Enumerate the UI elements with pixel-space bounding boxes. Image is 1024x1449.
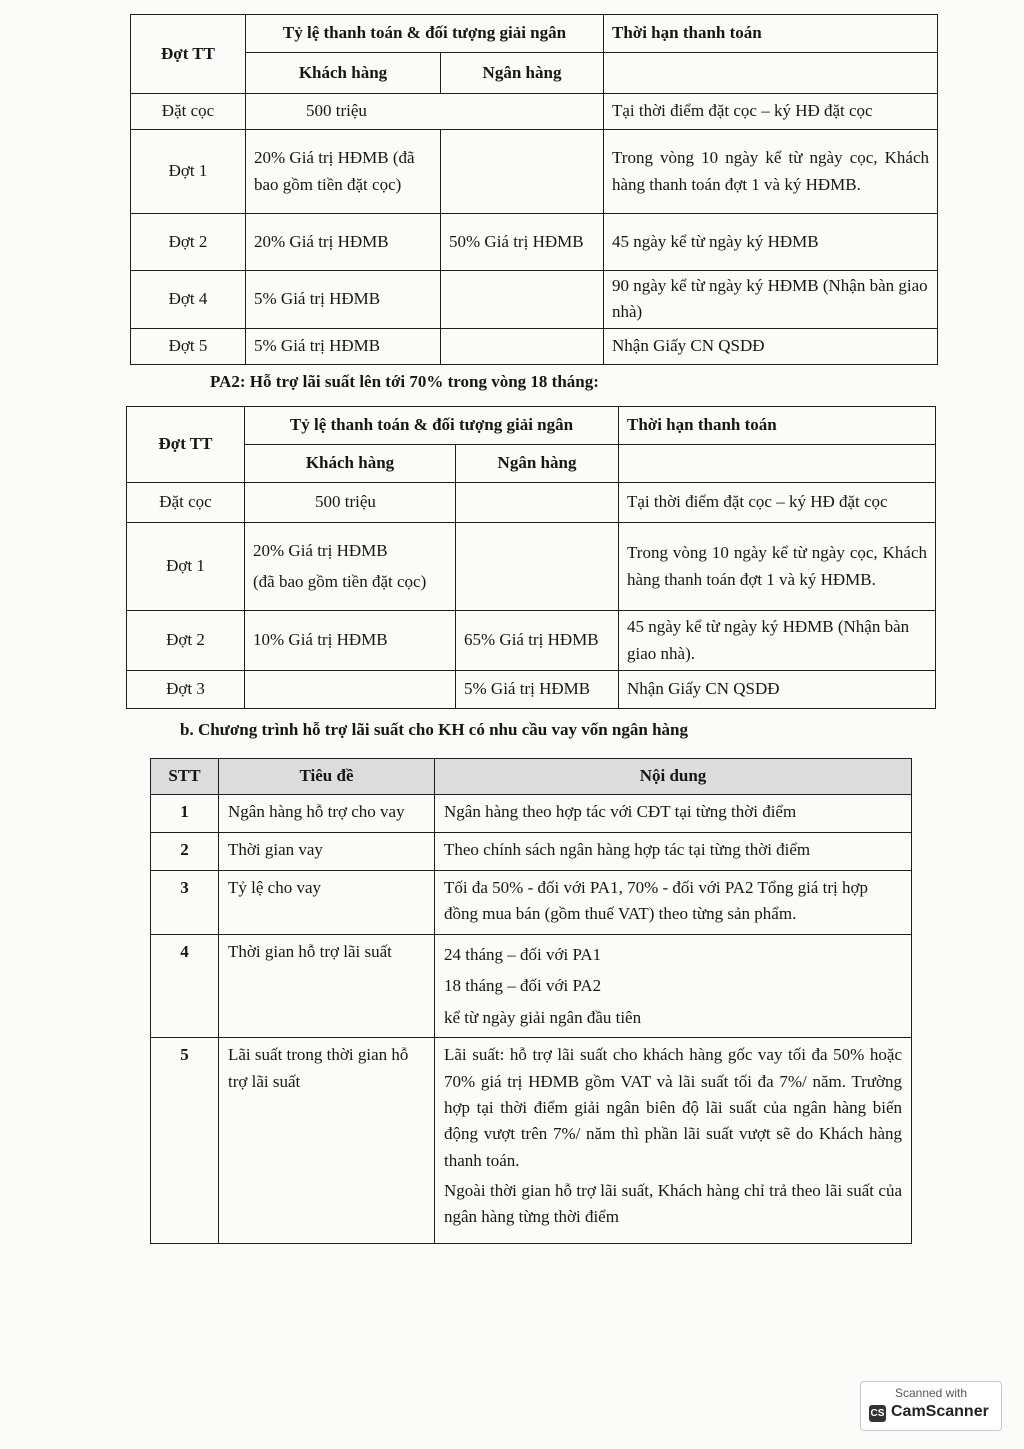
cell-customer [245,523,456,611]
table-row [151,833,912,871]
cell-customer-line2: (đã bao gồm tiền đặt cọc) [253,571,427,591]
table-row [131,214,938,271]
watermark-caption: Scanned with [894,1386,968,1400]
cell-bank: 65% Giá trị HĐMB [456,611,619,671]
cell-customer: 20% Giá trị HĐMB (đã bao gồm tiền đặt cọc) [246,130,441,214]
cell-content [435,935,912,1038]
cell-dot: Đợt 1 [131,130,246,214]
pa2-heading: PA2: Hỗ trợ lãi suất lên tới 70% trong vòng 18 tháng: [210,372,599,391]
payment-schedule-table-pa2 [126,406,936,709]
cell-content [435,1038,912,1244]
cell-customer: 500 triệu [245,483,456,523]
cell-customer: 20% Giá trị HĐMB [246,214,441,271]
cell-dot: Đợt 3 [127,671,245,709]
cell-term: 45 ngày kể từ ngày ký HĐMB (Nhận bàn giao nhà). [619,611,936,671]
cell-title: Tỷ lệ cho vay [219,871,435,935]
header-title: Tiêu đề [219,759,435,795]
cell-customer [245,671,456,709]
cell-bank [441,328,604,364]
header-term-empty [619,445,936,483]
content-paragraph: Lãi suất: hỗ trợ lãi suất cho khách hàng gốc vay tối đa 50% hoặc 70% giá trị HĐMB gồm VAT và lãi suất tối đa 7%/ năm. Trường hợp tại thời điểm giải ngân biên độ lãi suất của ngân hàng biến động vượt trên 7%/ năm thì phần lãi suất vượt sẽ do Khách hàng thanh toán. [444,1045,902,1170]
table-row [131,271,938,329]
cell-customer: 5% Giá trị HĐMB [246,328,441,364]
header-ratio: Tỷ lệ thanh toán & đối tượng giải ngân [245,407,619,445]
cell-term: 45 ngày kể từ ngày ký HĐMB [604,214,938,271]
cell-dot: Đặt cọc [127,483,245,523]
cell-title: Ngân hàng hỗ trợ cho vay [219,795,435,833]
header-bank: Ngân hàng [456,445,619,483]
header-ratio: Tỷ lệ thanh toán & đối tượng giải ngân [246,15,604,53]
cell-dot: Đợt 2 [131,214,246,271]
header-term: Thời hạn thanh toán [619,407,936,445]
table-row [151,935,912,1038]
cell-stt: 4 [151,935,219,1038]
loan-support-table [150,758,912,1244]
table-row [127,523,936,611]
table-row [127,611,936,671]
cell-term: Trong vòng 10 ngày kể từ ngày cọc, Khách hàng thanh toán đợt 1 và ký HĐMB. [604,130,938,214]
cell-stt: 5 [151,1038,219,1244]
cell-customer: 10% Giá trị HĐMB [245,611,456,671]
cell-term: 90 ngày kể từ ngày ký HĐMB (Nhận bàn giao nhà) [604,271,938,329]
header-dot: Đợt TT [131,15,246,94]
table-row [151,871,912,935]
table-row [131,130,938,214]
table-row [127,671,936,709]
cell-dot: Đặt cọc [131,94,246,130]
cell-dot: Đợt 4 [131,271,246,329]
watermark-brand: CamScanner [891,1403,989,1420]
cell-customer-line1: 20% Giá trị HĐMB [253,540,388,560]
cell-bank: 5% Giá trị HĐMB [456,671,619,709]
table-row [151,795,912,833]
cell-stt: 2 [151,833,219,871]
cell-bank [441,271,604,329]
payment-schedule-table-pa1 [130,14,938,365]
cell-stt: 1 [151,795,219,833]
cell-customer: 500 triệu [246,94,604,130]
header-dot: Đợt TT [127,407,245,483]
cell-bank [456,523,619,611]
table-row [131,94,938,130]
cell-bank [456,483,619,523]
cell-content: Tối đa 50% - đối với PA1, 70% - đối với PA2 Tổng giá trị hợp đồng mua bán (gồm thuế VAT) theo từng sản phẩm. [435,871,912,935]
cell-bank [441,130,604,214]
table-row [131,328,938,364]
table-row [127,483,936,523]
cell-dot: Đợt 5 [131,328,246,364]
header-term-empty [604,53,938,94]
cell-term: Trong vòng 10 ngày kể từ ngày cọc, Khách hàng thanh toán đợt 1 và ký HĐMB. [619,523,936,611]
cell-term: Tại thời điểm đặt cọc – ký HĐ đặt cọc [604,94,938,130]
cell-title: Thời gian hỗ trợ lãi suất [219,935,435,1038]
cell-bank: 50% Giá trị HĐMB [441,214,604,271]
cell-content: Ngân hàng theo hợp tác với CĐT tại từng thời điểm [435,795,912,833]
section-b-heading: b. Chương trình hỗ trợ lãi suất cho KH có nhu cầu vay vốn ngân hàng [180,720,688,739]
header-customer: Khách hàng [246,53,441,94]
header-bank: Ngân hàng [441,53,604,94]
content-line: 18 tháng – đối với PA2 [444,976,602,996]
camscanner-watermark [860,1381,1002,1431]
cell-customer: 5% Giá trị HĐMB [246,271,441,329]
cell-dot: Đợt 1 [127,523,245,611]
table-row [151,1038,912,1244]
cell-term: Nhận Giấy CN QSDĐ [619,671,936,709]
header-term: Thời hạn thanh toán [604,15,938,53]
header-stt: STT [151,759,219,795]
content-paragraph: Ngoài thời gian hỗ trợ lãi suất, Khách hàng chỉ trả theo lãi suất của ngân hàng từng thời điểm [444,1181,902,1227]
content-line: kể từ ngày giải ngân đầu tiên [444,1007,642,1027]
content-line: 24 tháng – đối với PA1 [444,945,602,964]
cell-dot: Đợt 2 [127,611,245,671]
cell-title: Thời gian vay [219,833,435,871]
camscanner-logo-icon: CS [869,1405,886,1422]
cell-title: Lãi suất trong thời gian hỗ trợ lãi suất [219,1038,435,1244]
header-content: Nội dung [435,759,912,795]
cell-content: Theo chính sách ngân hàng hợp tác tại từng thời điểm [435,833,912,871]
cell-stt: 3 [151,871,219,935]
header-customer: Khách hàng [245,445,456,483]
cell-term: Tại thời điểm đặt cọc – ký HĐ đặt cọc [619,483,936,523]
cell-term: Nhận Giấy CN QSDĐ [604,328,938,364]
